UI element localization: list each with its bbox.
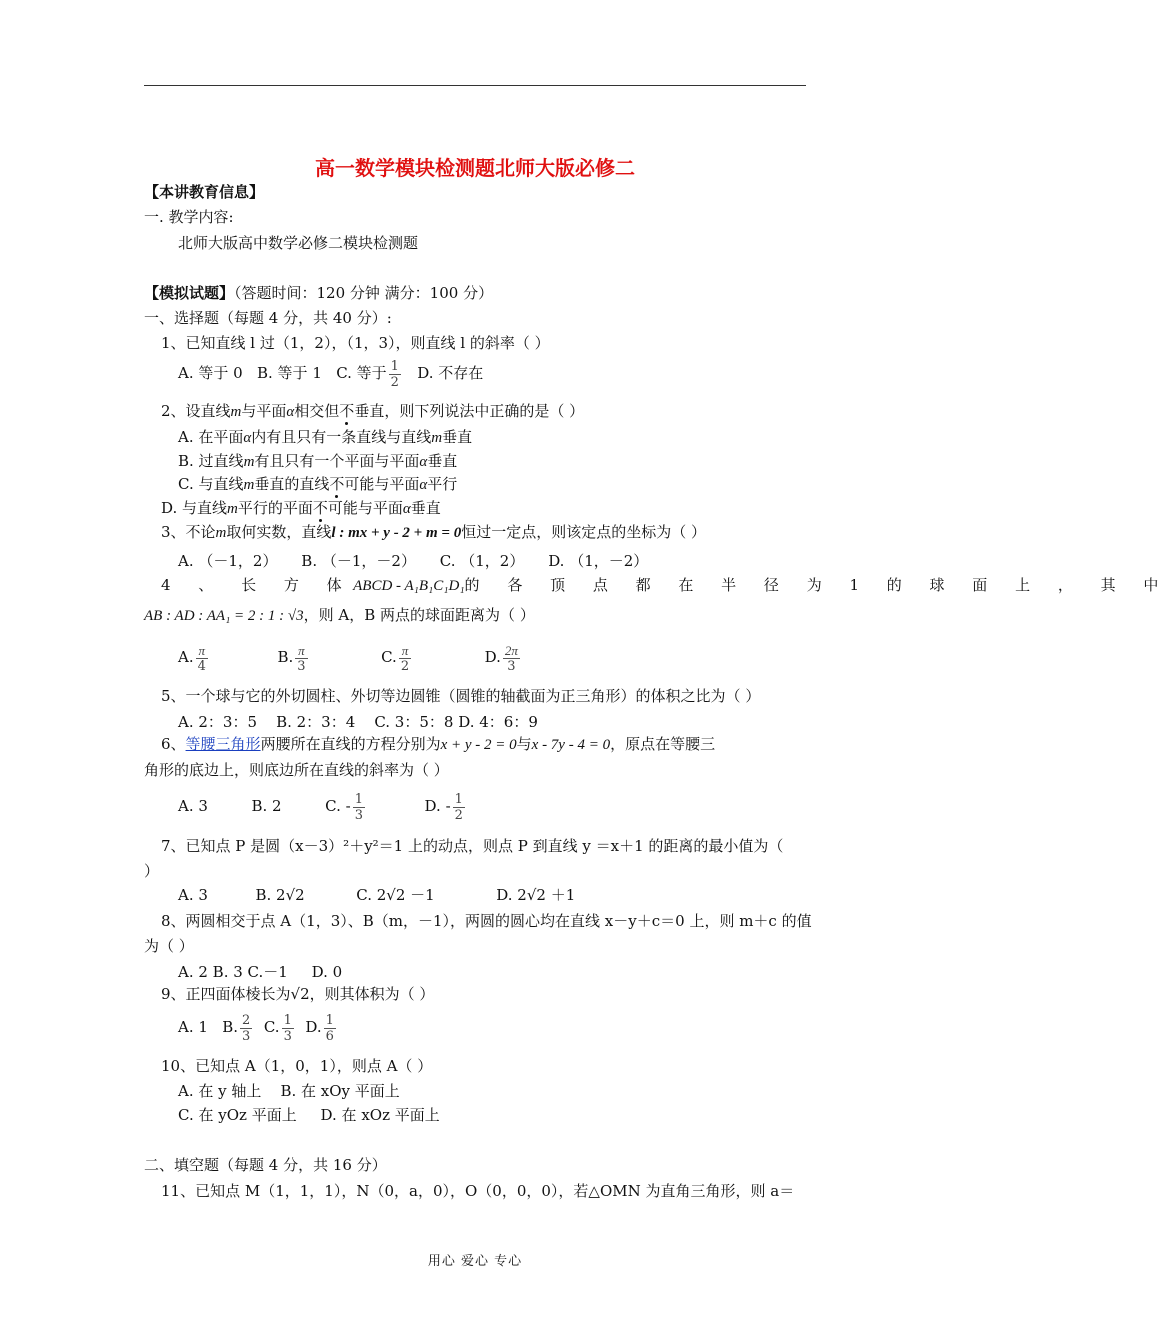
q4-frac-d-den: 3	[507, 658, 516, 674]
q6-line2: 角形的底边上，则底边所在直线的斜率为（ ）	[144, 761, 449, 779]
q4-line1	[161, 575, 1170, 596]
content-heading: 一. 教学内容:	[144, 208, 234, 226]
q2-a1: A. 在平面	[178, 428, 244, 446]
q6-frac-d-num: 1	[454, 791, 463, 807]
q4-frac-a	[196, 643, 208, 674]
q6-frac-c	[353, 792, 365, 823]
q1-option-b: B. 等于 1	[257, 364, 322, 382]
q2-var-m: m	[230, 404, 242, 420]
q7-option-d: D. 2√2 ＋1	[496, 886, 576, 904]
q6-option-b: B. 2	[251, 797, 282, 815]
q2-stem	[161, 401, 584, 422]
q1-fraction	[389, 359, 401, 390]
q7-option-b: B. 2√2	[255, 886, 305, 904]
page-title: 高一数学模块检测题北师大版必修二	[315, 156, 635, 180]
q2-c-emphasis-not: 不	[329, 475, 345, 493]
q9-options	[178, 1007, 338, 1047]
q2-d-m: m	[227, 501, 238, 517]
q4-line1-b: 的 各 顶 点 都 在 半 径 为 1 的 球 面 上 ， 其 中	[464, 576, 1170, 594]
q2-c-m: m	[243, 477, 255, 493]
content-text: 北师大版高中数学必修二模块检测题	[178, 234, 419, 252]
q6-frac-c-num: 1	[354, 791, 363, 807]
q4-frac-d-num: 2π	[504, 642, 518, 658]
q6-stem	[161, 734, 715, 755]
q2-a-m: m	[431, 430, 443, 446]
q2-a-alpha: α	[243, 430, 252, 446]
q1-frac-den: 2	[390, 374, 399, 390]
q2-c5: 平行	[427, 475, 458, 493]
q4-frac-c-num: π	[399, 643, 411, 659]
q3-options: A. （－1，2） B. （－1，－2） C. （1，2） D. （1，－2）	[178, 552, 649, 570]
mock-line	[144, 283, 493, 303]
q9-stem: 9、正四面体棱长为√2，则其体积为（ ）	[161, 985, 435, 1003]
q2-emphasis-not: 不	[339, 402, 355, 420]
q8-line2: 为（ ）	[144, 937, 194, 955]
header-rule	[144, 85, 806, 86]
q5-options: A. 2：3：5 B. 2：3：4 C. 3：5：8 D. 4：6：9	[178, 713, 538, 731]
q9-frac-b-den: 3	[242, 1028, 251, 1044]
q3-stem-a: 3、不论	[161, 523, 216, 541]
q9-frac-b	[240, 1013, 252, 1044]
q4-frac-a-den: 4	[197, 658, 206, 674]
q3-stem-c: 恒过一定点，则该定点的坐标为（ ）	[461, 523, 706, 541]
q4-frac-d	[503, 643, 520, 674]
q2-a3: 垂直	[442, 428, 473, 446]
section-2-heading: 二、填空题（每题 4 分，共 16 分）	[144, 1156, 387, 1174]
q2-c4: 可能与平面	[344, 475, 420, 493]
q3-line-equation: l : mx + y - 2 + m = 0	[331, 525, 462, 541]
q10-options-ab: A. 在 y 轴上 B. 在 xOy 平面上	[178, 1082, 400, 1100]
q2-b-m: m	[243, 454, 255, 470]
q1-stem: 1、已知直线 l 过（1，2），（1，3），则直线 l 的斜率（ ）	[161, 334, 550, 352]
q10-stem: 10、已知点 A（1，0，1），则点 A（ ）	[161, 1057, 433, 1075]
q2-d-alpha: α	[402, 501, 411, 517]
q9-frac-d-den: 6	[325, 1028, 334, 1044]
q4-frac-c-den: 2	[400, 658, 410, 674]
q2-d5: 垂直	[410, 499, 441, 517]
q6-stem-a: 两腰所在直线的方程分别为	[260, 735, 441, 753]
q6-frac-d-den: 2	[454, 807, 463, 823]
q9-option-c: C.	[263, 1018, 280, 1036]
q6-and: 与	[516, 735, 532, 753]
q2-d4: 可能与平面	[327, 499, 403, 517]
q9-frac-c	[282, 1013, 294, 1044]
q2-stem-a: 2、设直线	[161, 402, 231, 420]
q1-option-c: C. 等于	[336, 364, 387, 382]
q2-c2: 垂直的直线	[254, 475, 330, 493]
q5-stem: 5、一个球与它的外切圆柱、外切等边圆锥（圆锥的轴截面为正三角形）的体积之比为（ ）	[161, 687, 761, 705]
q9-frac-d	[324, 1013, 336, 1044]
q2-stem-c: 相交但	[294, 402, 340, 420]
q2-stem-b: 与平面	[241, 402, 287, 420]
q4-option-a: A.	[178, 648, 194, 666]
q6-stem-b: ，原点在等腰三	[610, 735, 716, 753]
q4-frac-b-num: π	[295, 643, 307, 659]
q7-option-a: A. 3	[178, 886, 208, 904]
q4-frac-b-den: 3	[297, 658, 306, 674]
q3-stem	[161, 522, 706, 543]
q2-stem-d: 垂直，则下列说法中正确的是（ ）	[354, 402, 585, 420]
q6-frac-d	[453, 792, 465, 823]
q2-b1: B. 过直线	[178, 452, 244, 470]
q3-var-m: m	[215, 525, 227, 541]
q2-option-d	[161, 498, 441, 519]
q8-options: A. 2 B. 3 C.－1 D. 0	[178, 963, 343, 981]
q4-options	[178, 638, 522, 676]
q8-stem: 8、两圆相交于点 A（1，3）、B（m，－1），两圆的圆心均在直线 x－y＋c＝0 上，则 m＋c 的值	[161, 912, 812, 930]
q9-frac-b-num: 2	[242, 1012, 251, 1028]
q4-frac-c	[399, 643, 411, 674]
q7-option-c: C. 2√2 －1	[356, 886, 435, 904]
q6-equation-1: x + y - 2 = 0	[440, 737, 517, 753]
q7-stem: 7、已知点 P 是圆（x－3）²＋y²＝1 上的动点，则点 P 到直线 y ＝x＋1 的距离的最小值为（	[161, 837, 784, 855]
q2-option-a	[178, 427, 472, 448]
q2-b-alpha: α	[419, 454, 428, 470]
q9-frac-c-num: 1	[283, 1012, 292, 1028]
q6-link-isosceles-triangle[interactable]: 等腰三角形	[185, 735, 261, 753]
q4-frac-a-num: π	[196, 643, 208, 659]
q2-d-emphasis-not: 不	[312, 499, 328, 517]
q9-option-d: D.	[305, 1018, 322, 1036]
page-footer: 用心 爱心 专心	[427, 1254, 523, 1269]
q1-options	[178, 356, 483, 390]
q2-b2: 有且只有一个平面与平面	[254, 452, 420, 470]
q4-cuboid: ABCD - A₁B₁C₁D₁	[353, 578, 465, 594]
q6-frac-c-den: 3	[354, 807, 363, 823]
q9-option-b: B.	[222, 1018, 239, 1036]
q2-b3: 垂直	[427, 452, 458, 470]
q4-frac-b	[295, 643, 307, 674]
info-heading: 【本讲教育信息】	[144, 183, 265, 201]
q6-option-c: C. -	[325, 797, 351, 815]
q4-option-c: C.	[381, 648, 397, 666]
q6-option-a: A. 3	[178, 797, 208, 815]
q11-stem: 11、已知点 M（1，1，1），N（0，a，0），O（0，0，0），若△OMN 为直角三角形，则 a＝	[161, 1182, 795, 1200]
q1-frac-num: 1	[390, 358, 399, 374]
q2-c1: C. 与直线	[178, 475, 244, 493]
q10-options-cd: C. 在 yOz 平面上 D. 在 xOz 平面上	[178, 1106, 440, 1124]
q2-d2: 平行的平面	[237, 499, 313, 517]
q2-a2: 内有且只有一条直线与直线	[251, 428, 432, 446]
q7-line2: ）	[144, 862, 160, 880]
q1-option-d: D. 不存在	[417, 364, 484, 382]
q4-line1-a: 4 、 长 方 体	[161, 576, 354, 594]
q4-ratio: AB : AD : AA₁ = 2 : 1 : √3	[144, 608, 304, 624]
q9-option-a: A. 1	[178, 1018, 208, 1036]
q6-options	[178, 785, 467, 827]
q9-frac-d-num: 1	[325, 1012, 334, 1028]
q4-option-d: D.	[484, 648, 501, 666]
q3-stem-b: 取何实数，直线	[226, 523, 332, 541]
q7-options	[178, 885, 575, 905]
q6-equation-2: x - 7y - 4 = 0	[531, 737, 611, 753]
q6-option-d: D. -	[424, 797, 451, 815]
q9-frac-c-den: 3	[283, 1028, 292, 1044]
section-1-heading: 一、选择题（每题 4 分，共 40 分）:	[144, 309, 392, 327]
q2-c-alpha: α	[419, 477, 428, 493]
mock-heading: 【模拟试题】	[144, 284, 235, 302]
q6-number: 6、	[161, 735, 186, 753]
q2-option-c	[178, 474, 457, 495]
q4-option-b: B.	[277, 648, 294, 666]
q2-var-alpha: α	[286, 404, 295, 420]
q2-option-b	[178, 451, 457, 472]
q1-option-a: A. 等于 0	[178, 364, 243, 382]
q4-line2-b: ，则 A，B 两点的球面距离为（ ）	[303, 606, 535, 624]
q2-d1: D. 与直线	[161, 499, 228, 517]
q4-line2	[144, 605, 535, 626]
mock-meta: （答题时间：120 分钟 满分：100 分）	[234, 284, 494, 302]
